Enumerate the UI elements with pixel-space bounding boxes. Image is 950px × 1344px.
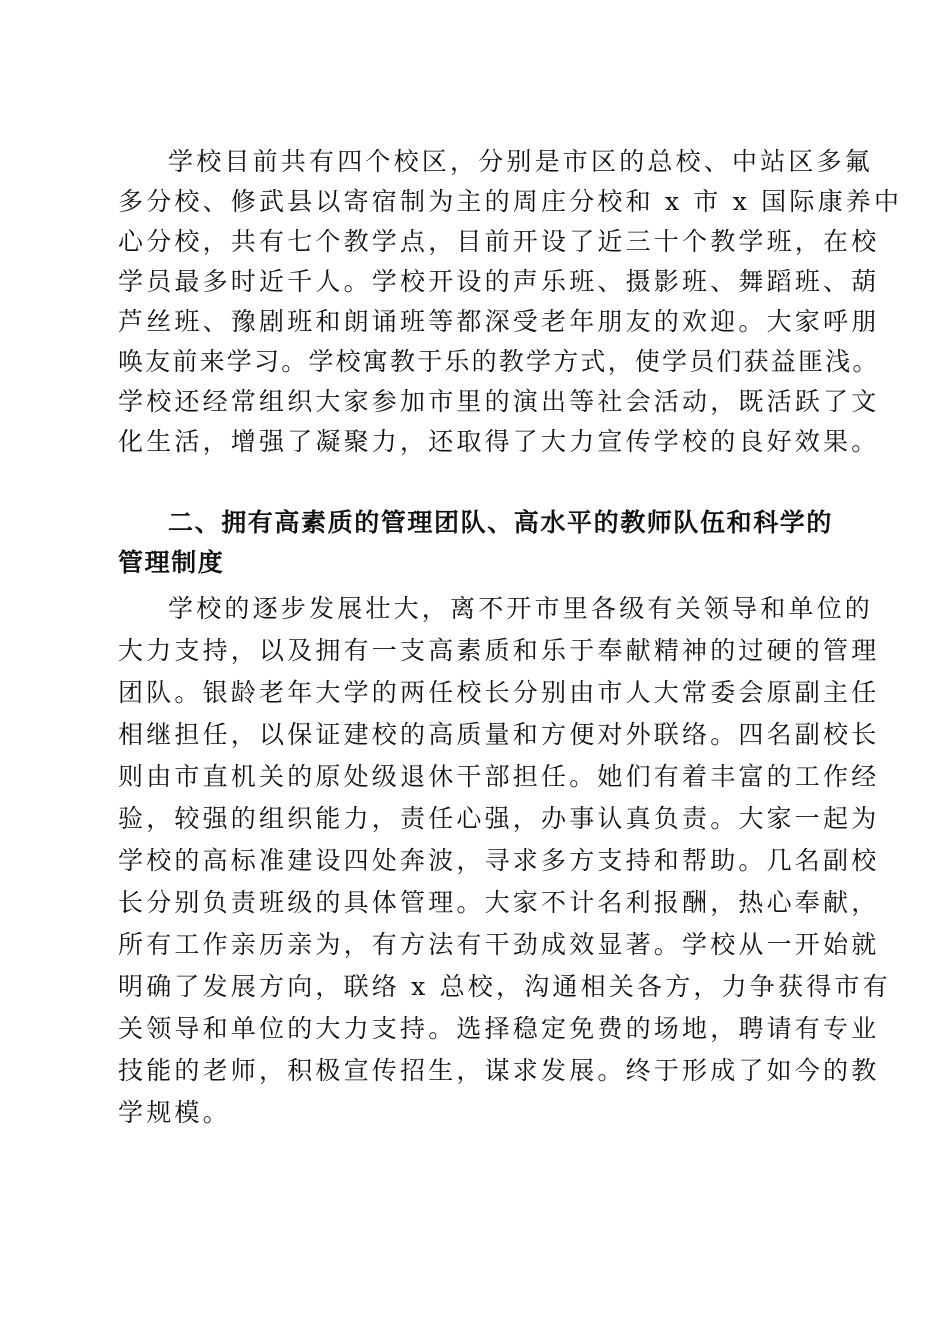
text-line: 学校目前共有四个校区，分别是市区的总校、中站区多氟 xyxy=(168,147,874,176)
text-line: 团队。银龄老年大学的两任校长分别由市人大常委会原副主任 xyxy=(118,678,880,707)
heading-line: 管理制度 xyxy=(118,548,225,577)
text-line: 唤友前来学习。学校寓教于乐的教学方式，使学员们获益匪浅。 xyxy=(118,347,880,376)
text-line: 化生活，增强了凝聚力，还取得了大力宣传学校的良好效果。 xyxy=(118,427,880,456)
text-line: 相继担任，以保证建校的高质量和方便对外联络。四名副校长 xyxy=(118,720,880,749)
text-line: 芦丝班、豫剧班和朗诵班等都深受老年朋友的欢迎。大家呼朋 xyxy=(118,307,880,336)
text-line: 学校的逐步发展壮大，离不开市里各级有关领导和单位的 xyxy=(168,594,874,623)
text-line: 明确了发展方向，联络 x 总校，沟通相关各方，力争获得市有 xyxy=(118,972,891,1001)
text-line: 所有工作亲历亲为，有方法有干劲成效显著。学校从一开始就 xyxy=(118,930,880,959)
text-line: 多分校、修武县以寄宿制为主的周庄分校和 x 市 x 国际康养中 xyxy=(118,187,903,216)
text-line: 则由市直机关的原处级退休干部担任。她们有着丰富的工作经 xyxy=(118,762,880,791)
text-line: 学校的高标准建设四处奔波，寻求多方支持和帮助。几名副校 xyxy=(118,846,880,875)
text-line: 关领导和单位的大力支持。选择稳定免费的场地，聘请有专业 xyxy=(118,1014,880,1043)
text-line: 学员最多时近千人。学校开设的声乐班、摄影班、舞蹈班、葫 xyxy=(118,267,880,296)
heading-line: 二、拥有高素质的管理团队、高水平的教师队伍和科学的 xyxy=(168,508,834,537)
text-line: 心分校，共有七个教学点，目前开设了近三十个教学班，在校 xyxy=(118,227,880,256)
text-line: 大力支持，以及拥有一支高素质和乐于奉献精神的过硬的管理 xyxy=(118,636,880,665)
text-line: 技能的老师，积极宣传招生，谋求发展。终于形成了如今的教 xyxy=(118,1056,880,1085)
text-line: 学校还经常组织大家参加市里的演出等社会活动，既活跃了文 xyxy=(118,387,880,416)
text-line: 验，较强的组织能力，责任心强，办事认真负责。大家一起为 xyxy=(118,804,880,833)
text-line: 学规模。 xyxy=(118,1098,231,1127)
text-line: 长分别负责班级的具体管理。大家不计名利报酬，热心奉献， xyxy=(118,888,880,917)
